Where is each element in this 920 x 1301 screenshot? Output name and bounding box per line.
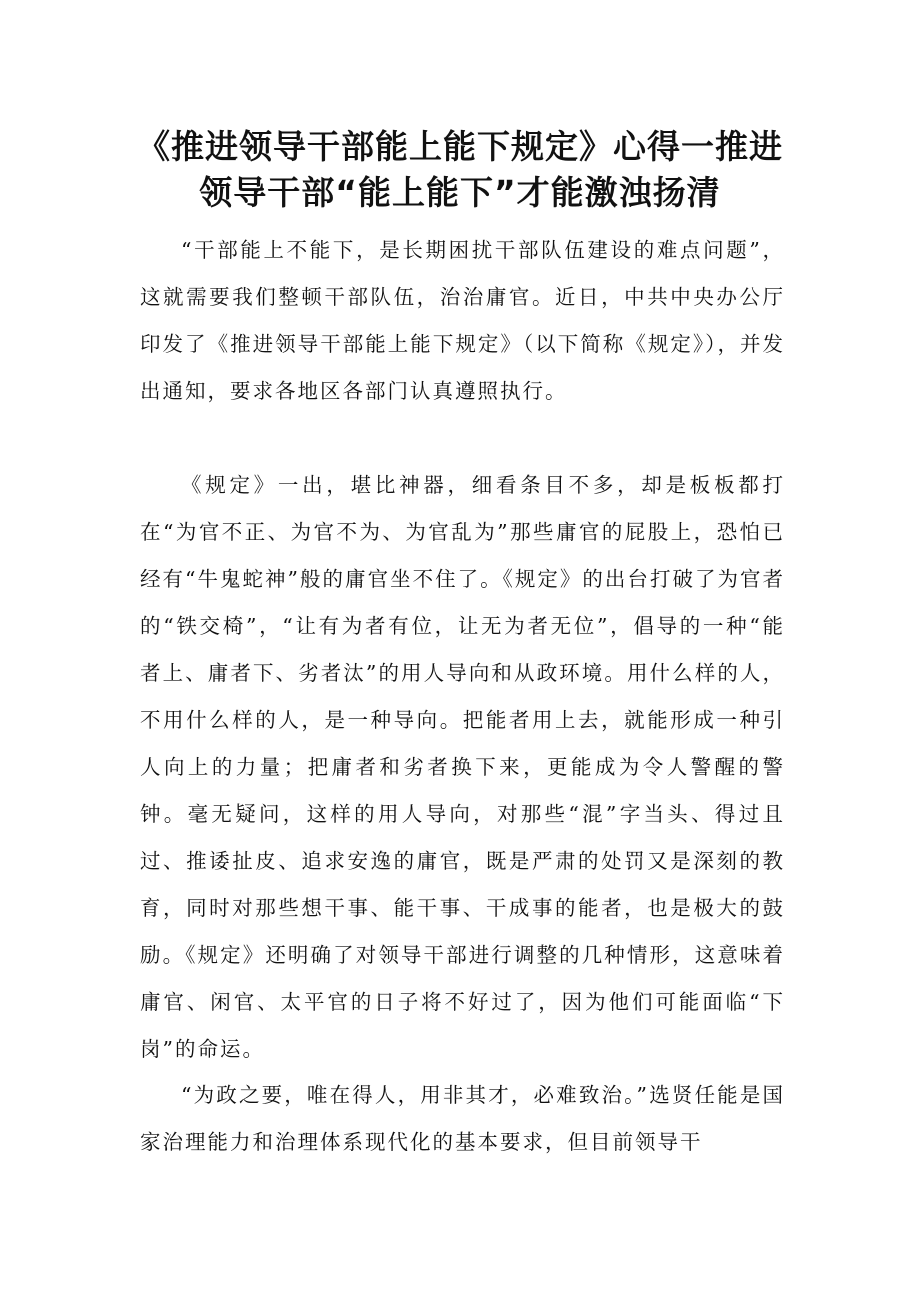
paragraph-3: “为政之要，唯在得人，用非其才，必难致治。”选贤任能是国家治理能力和治理体系现代化的基本要求，但目前领导干 [140,1083,785,1154]
document-title-line-2: 领导干部“能上能下”才能激浊扬清 [199,173,721,212]
document-title-line-1: 《推进领导干部能上能下规定》心得一推进 [137,127,783,166]
paragraph-2: 《规定》一出，堪比神器，细看条目不多，却是板板都打在“为官不正、为官不为、为官乱为”那些庸官的屁股上，恐怕已经有“牛鬼蛇神”般的庸官坐不住了。《规定》的出台打破了为官者的“铁交椅”，“让有为者有位，让无为者无位”，倡导的一种“能者上、庸者下、劣者汰”的用人导向和从政环境。用什么样的人，不用什么样的人，是一种导向。把能者用上去，就能形成一种引人向上的力量；把庸者和劣者换下来，更能成为令人警醒的警钟。毫无疑问，这样的用人导向，对那些“混”字当头、得过且过、推诿扯皮、追求安逸的庸官，既是严肃的处罚又是深刻的教育，同时对那些想干事、能干事、干成事的能者，也是极大的鼓励。《规定》还明确了对领导干部进行调整的几种情形，这意味着庸官、闲官、太平官的日子将不好过了，因为他们可能面临“下岗”的命运。 [140,473,785,1061]
paragraph-1: “干部能上不能下，是长期困扰干部队伍建设的难点问题”，这就需要我们整顿干部队伍，治治庸官。近日，中共中央办公厅印发了《推进领导干部能上能下规定》（以下简称《规定》），并发出通知，要求各地区各部门认真遵照执行。 [140,238,785,403]
